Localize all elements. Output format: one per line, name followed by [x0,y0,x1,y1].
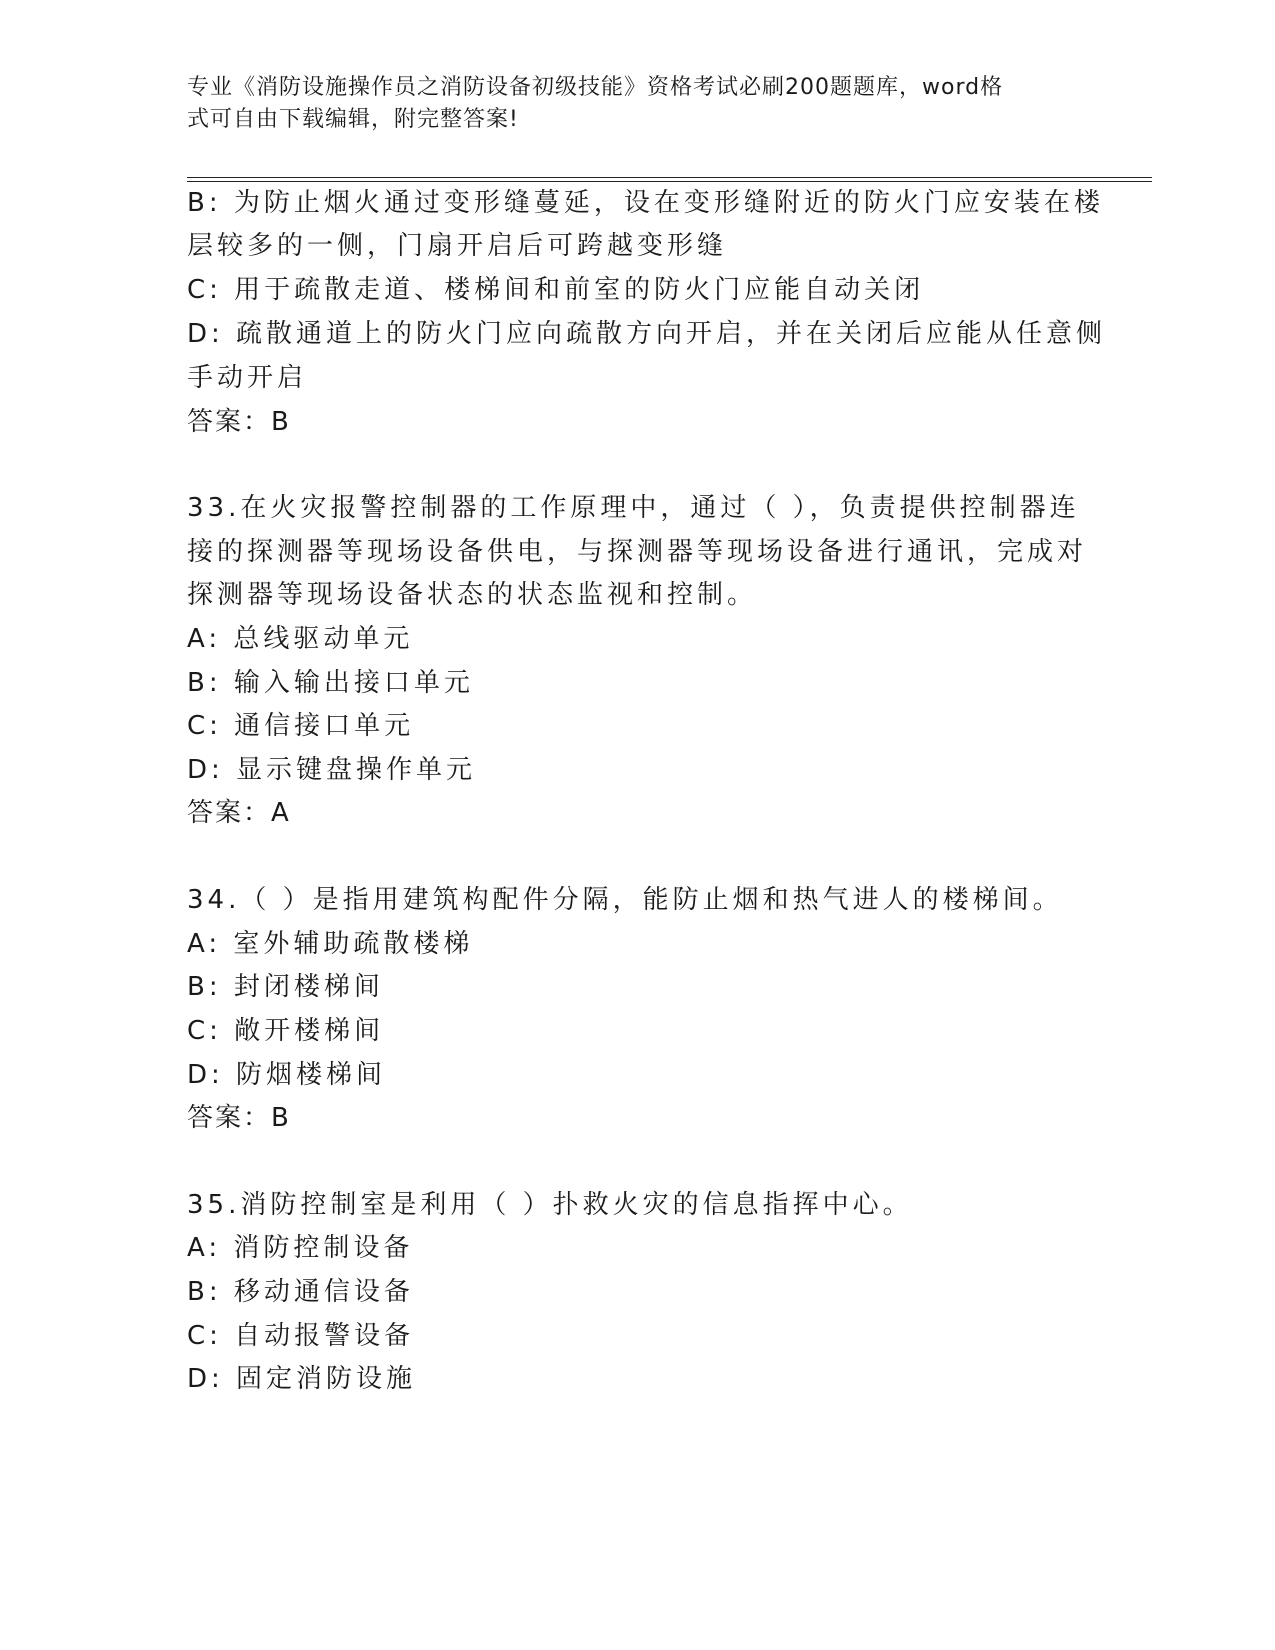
q35-option-c: C: 自动报警设备 [187,1321,415,1351]
q35-option-b: B: 移动通信设备 [187,1277,414,1307]
q34-option-d: D: 防烟楼梯间 [187,1060,387,1090]
q32-option-d-line-2: 手动开启 [187,363,308,393]
q32-option-b-line-2: 层较多的一侧，门扇开启后可跨越变形缝 [187,231,728,261]
q34-option-b: B: 封闭楼梯间 [187,972,384,1002]
document-header [187,72,1067,136]
q34-option-c: C: 敞开楼梯间 [187,1016,385,1046]
q32-option-b-line-1: B: 为防止烟火通过变形缝蔓延，设在变形缝附近的防火门应安装在楼 [187,188,1104,218]
q33-stem-line-2: 接的探测器等现场设备供电，与探测器等现场设备进行通讯，完成对 [187,537,1088,567]
q33-option-a: A: 总线驱动单元 [187,624,414,654]
q34-answer: 答案：B [187,1103,291,1133]
q35-stem: 35.消防控制室是利用（ ）扑救火灾的信息指挥中心。 [187,1190,913,1220]
q33-option-d: D: 显示键盘操作单元 [187,755,477,785]
q35-option-d: D: 固定消防设施 [187,1364,417,1394]
header-divider-top [187,177,1152,178]
header-line-2: 式可自由下载编辑，附完整答案! [187,107,519,132]
q33-option-c: C: 通信接口单元 [187,711,415,741]
q35-option-a: A: 消防控制设备 [187,1233,414,1263]
q33-stem-line-3: 探测器等现场设备状态的状态监视和控制。 [187,580,758,610]
q34-option-a: A: 室外辅助疏散楼梯 [187,929,474,959]
header-line-1: 专业《消防设施操作员之消防设备初级技能》资格考试必刷200题题库，word格 [187,75,1004,100]
q33-answer: 答案：A [187,798,291,828]
header-divider-bottom [187,181,1152,182]
q34-stem: 34.（ ）是指用建筑构配件分隔，能防止烟和热气进人的楼梯间。 [187,885,1063,915]
q32-answer: 答案：B [187,407,291,437]
q32-option-c: C: 用于疏散走道、楼梯间和前室的防火门应能自动关闭 [187,275,925,305]
q32-option-d-line-1: D: 疏散通道上的防火门应向疏散方向开启，并在关闭后应能从任意侧 [187,319,1107,349]
q33-stem-line-1: 33.在火灾报警控制器的工作原理中，通过（ ），负责提供控制器连 [187,493,1080,523]
q33-option-b: B: 输入输出接口单元 [187,668,474,698]
